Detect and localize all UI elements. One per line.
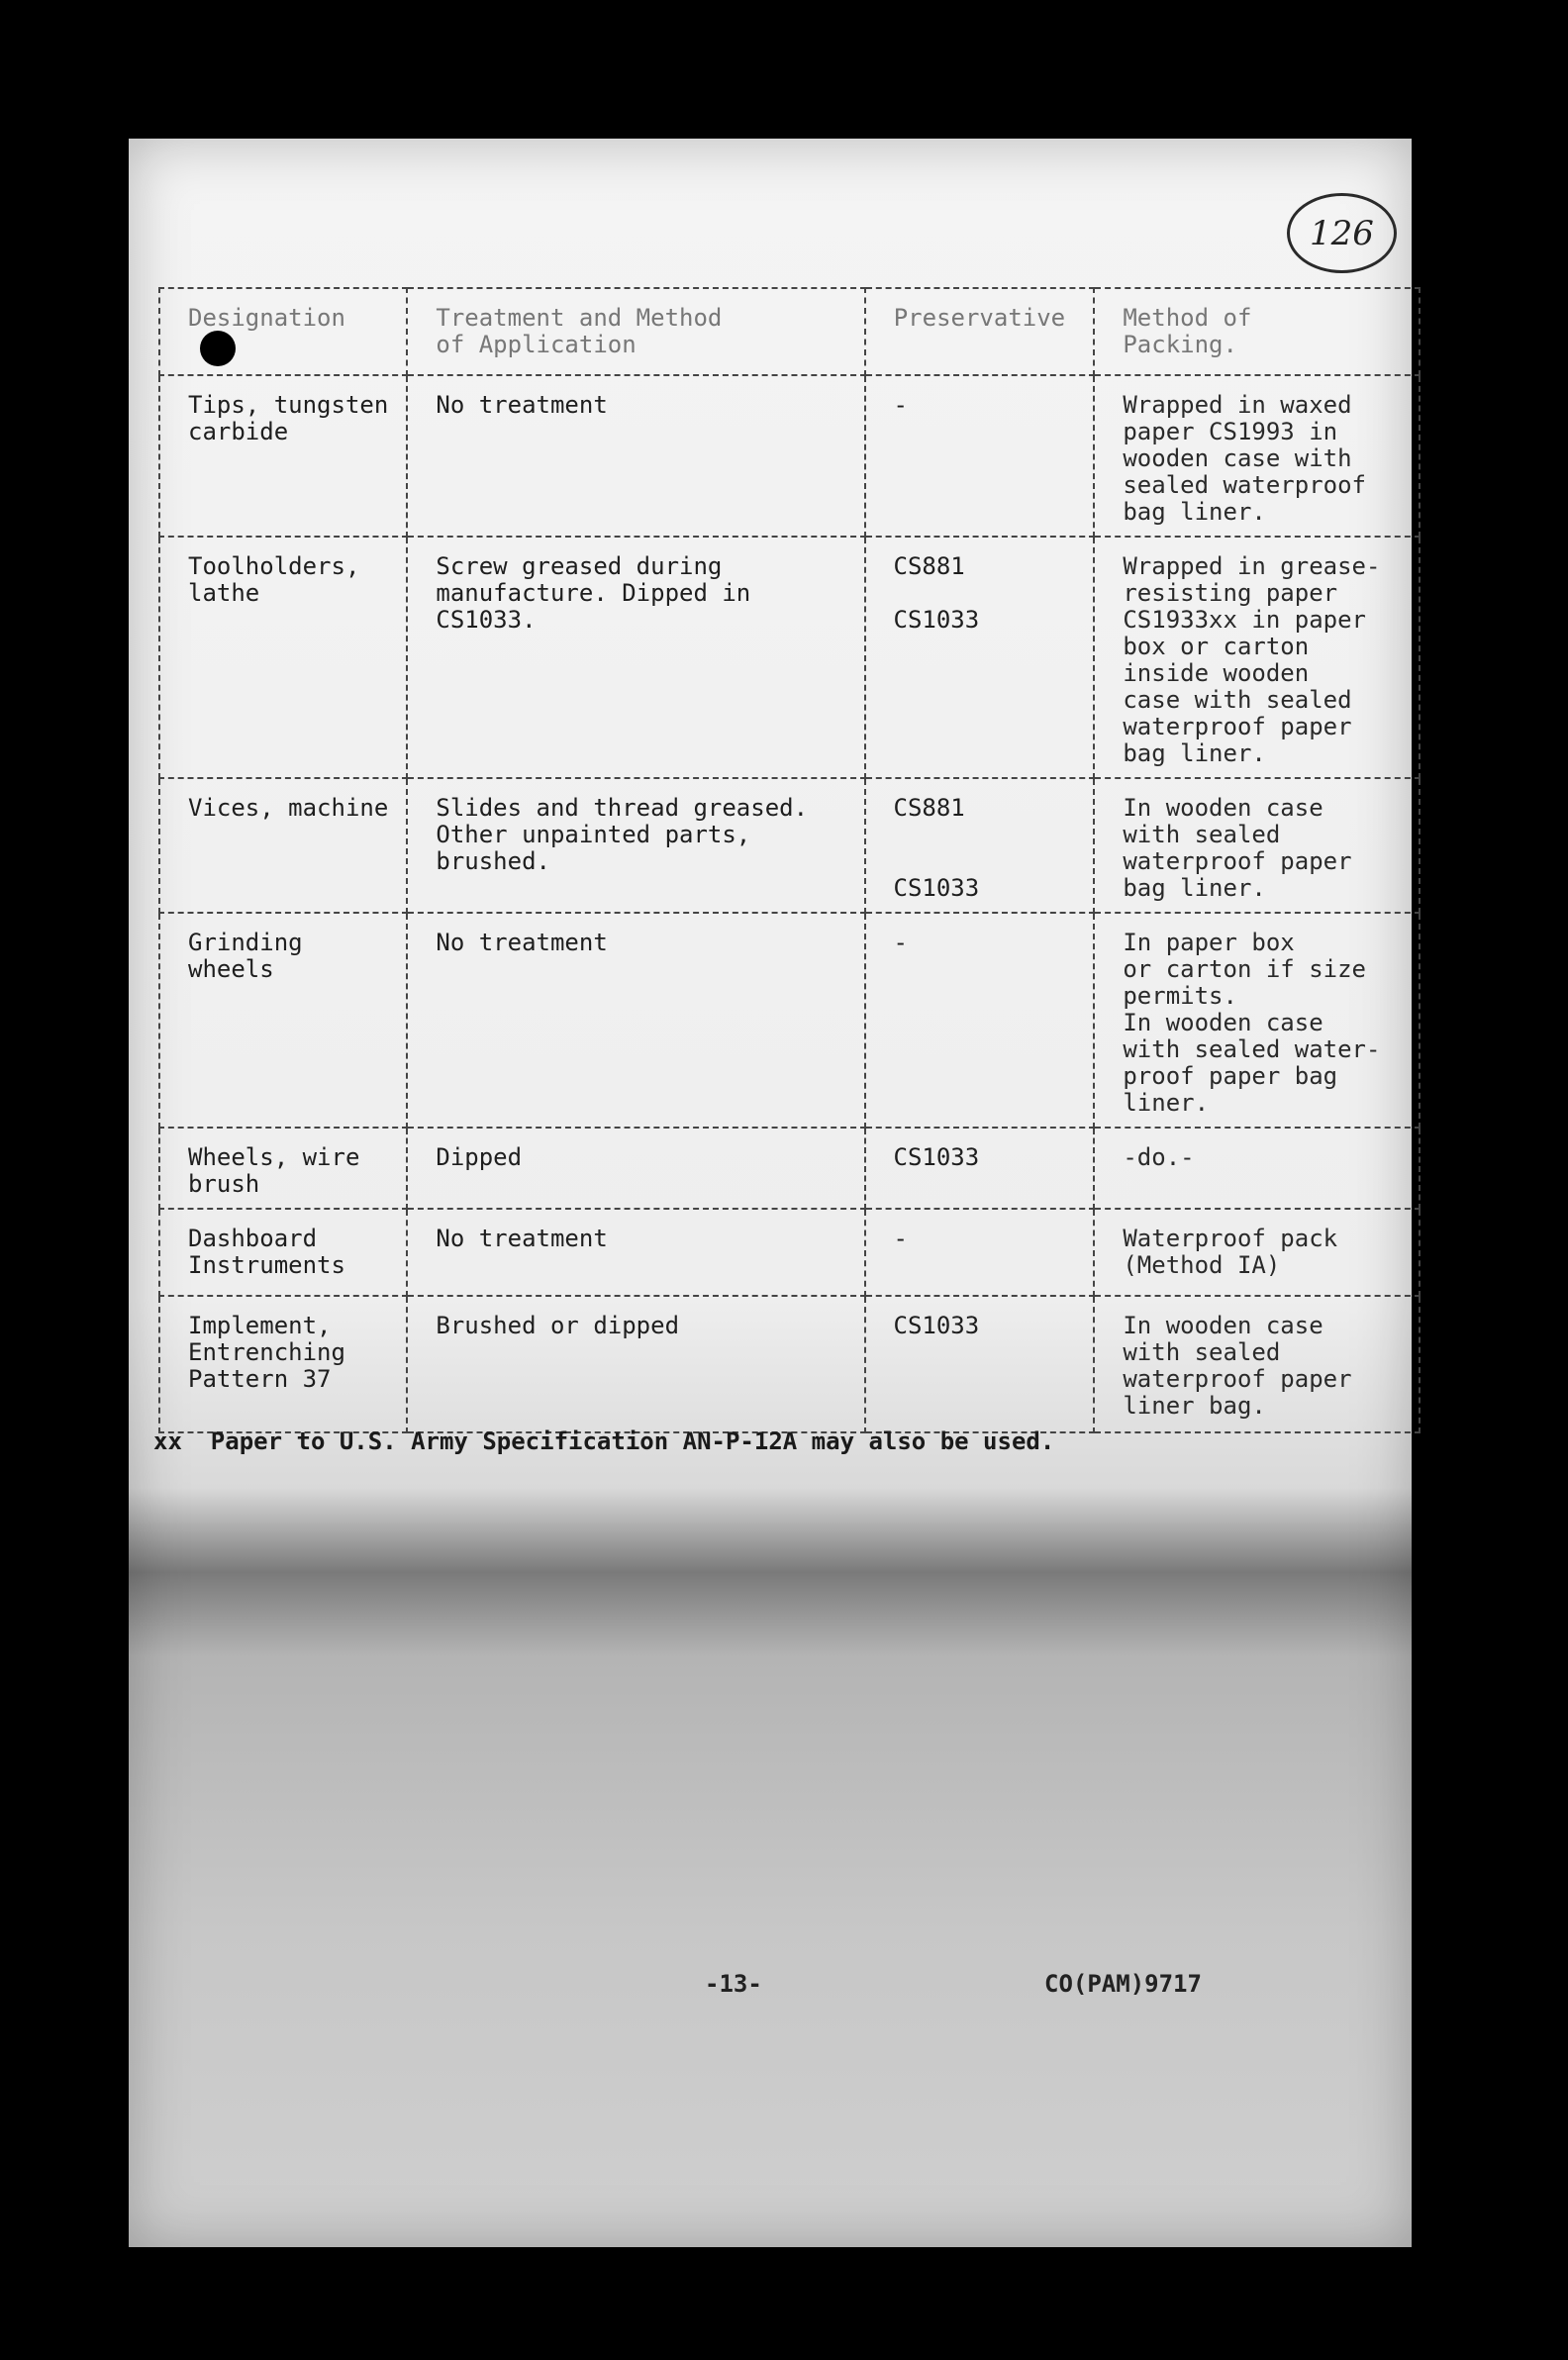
table-row <box>159 1296 1420 1432</box>
cell-preservative: CS881 CS1033 <box>865 778 1095 913</box>
cell-designation: Grinding wheels <box>159 913 407 1128</box>
cell-packing: In wooden case with sealed waterproof paper bag liner. <box>1094 778 1420 913</box>
cell-packing: Waterproof pack (Method IA) <box>1094 1209 1420 1296</box>
cell-treatment: No treatment <box>407 375 864 537</box>
cell-packing: Wrapped in grease- resisting paper CS1933xx in paper box or carton inside wooden case with sealed waterproof paper bag liner. <box>1094 537 1420 778</box>
table-row <box>159 913 1420 1128</box>
cell-preservative: CS1033 <box>865 1128 1095 1209</box>
cell-preservative: - <box>865 375 1095 537</box>
cell-packing: In paper box or carton if size permits. In wooden case with sealed water- proof paper bag liner. <box>1094 913 1420 1128</box>
cell-packing: -do.- <box>1094 1128 1420 1209</box>
header-treatment: Treatment and Method of Application <box>407 288 864 375</box>
cell-preservative: - <box>865 1209 1095 1296</box>
page-folio: -13- <box>705 1970 762 1998</box>
cell-treatment: Slides and thread greased. Other unpainted parts, brushed. <box>407 778 864 913</box>
cell-designation: Wheels, wire brush <box>159 1128 407 1209</box>
page-number-stamp: 126 <box>1287 193 1397 273</box>
cell-designation: Dashboard Instruments <box>159 1209 407 1296</box>
footnote: xx Paper to U.S. Army Specification AN-P-12A may also be used. <box>153 1427 1055 1455</box>
treatment-table <box>158 287 1421 1433</box>
document-reference: CO(PAM)9717 <box>1044 1970 1202 1998</box>
header-designation: Designation <box>159 288 407 375</box>
cell-designation: Toolholders, lathe <box>159 537 407 778</box>
cell-designation: Tips, tungsten carbide <box>159 375 407 537</box>
cell-designation: Vices, machine <box>159 778 407 913</box>
table-row <box>159 1128 1420 1209</box>
cell-treatment: Screw greased during manufacture. Dipped in CS1033. <box>407 537 864 778</box>
table-row <box>159 778 1420 913</box>
cell-preservative: CS881 CS1033 <box>865 537 1095 778</box>
cell-treatment: Brushed or dipped <box>407 1296 864 1432</box>
header-packing: Method of Packing. <box>1094 288 1420 375</box>
cell-preservative: CS1033 <box>865 1296 1095 1432</box>
table-header-row <box>159 288 1420 375</box>
cell-treatment: Dipped <box>407 1128 864 1209</box>
table-row <box>159 375 1420 537</box>
cell-packing: Wrapped in waxed paper CS1993 in wooden case with sealed waterproof bag liner. <box>1094 375 1420 537</box>
cell-designation: Implement, Entrenching Pattern 37 <box>159 1296 407 1432</box>
cell-preservative: - <box>865 913 1095 1128</box>
table-row <box>159 537 1420 778</box>
cell-packing: In wooden case with sealed waterproof paper liner bag. <box>1094 1296 1420 1432</box>
cell-treatment: No treatment <box>407 1209 864 1296</box>
table-row <box>159 1209 1420 1296</box>
cell-treatment: No treatment <box>407 913 864 1128</box>
header-preservative: Preservative <box>865 288 1095 375</box>
